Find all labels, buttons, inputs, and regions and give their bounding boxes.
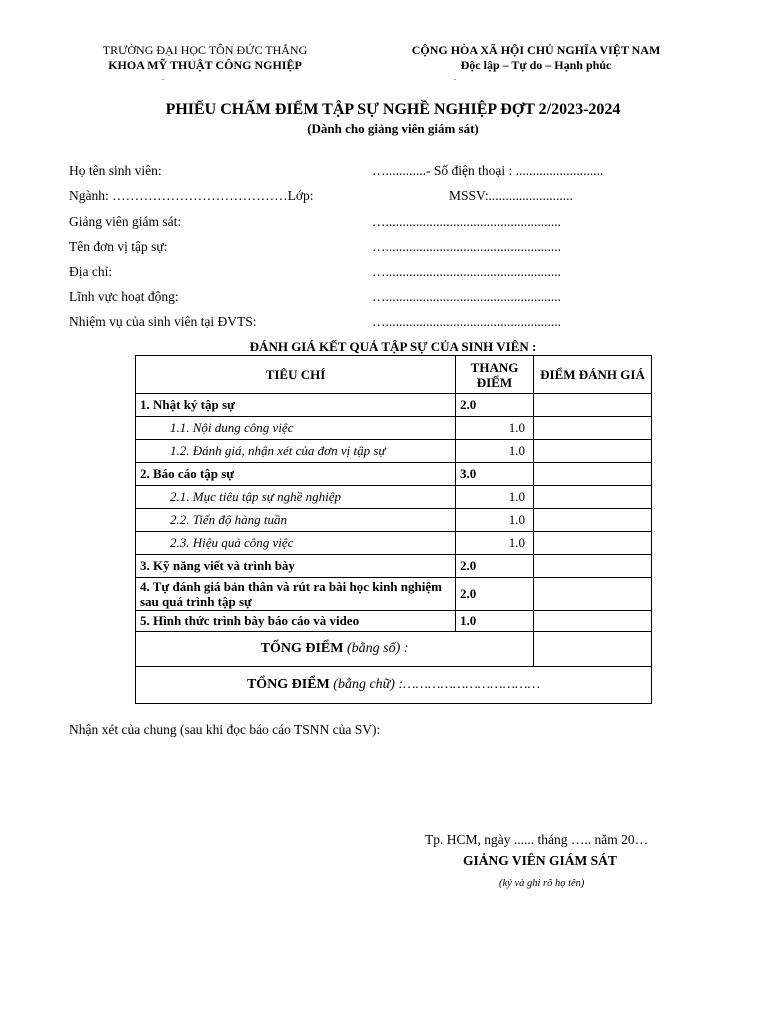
scale-cell: 1.0 [456,509,534,532]
criteria-header: TIÊU CHÍ [136,356,456,394]
scale-cell: 3.0 [456,463,534,486]
table-caption: ĐÁNH GIÁ KẾT QUẢ TẬP SỰ CỦA SINH VIÊN : [249,339,537,354]
score-cell[interactable] [534,611,652,632]
signer-title: GIẢNG VIÊN GIÁM SÁT [463,853,617,868]
unit-label: Tên đơn vị tập sự: [69,239,168,254]
score-cell[interactable] [534,486,652,509]
criteria-cell: 1. Nhật ký tập sự [136,394,456,417]
criteria-cell: 3. Kỹ năng viết và trình bày [136,555,456,578]
total-words-cell[interactable] [136,667,652,704]
scale-cell: 2.0 [456,394,534,417]
table-row [136,532,652,555]
scale-cell: 2.0 [456,578,534,611]
task-field[interactable]: ….................................................... [372,314,561,329]
criteria-cell: 4. Tự đánh giá bản thân và rút ra bài học kinh nghiệm sau quá trình tập sự [136,578,456,611]
evaluation-table [135,355,652,704]
scale-cell: 1.0 [456,611,534,632]
activity-field-label: Lĩnh vực hoạt động: [69,289,179,304]
student-name-phone-field[interactable]: …............- Số điện thoại : .......................... [372,163,604,178]
university-name: TRƯỜNG ĐẠI HỌC TÔN ĐỨC THẮNG [102,43,308,57]
supervisor-label: Giảng viên giám sát: [69,214,182,229]
faculty-name: KHOA MỸ THUẬT CÔNG NGHIỆP [108,58,302,72]
form-subtitle: (Dành cho giảng viên giám sát) [307,121,479,136]
score-cell[interactable] [534,417,652,440]
criteria-cell: 1.2. Đánh giá, nhận xét của đơn vị tập sự [136,440,456,463]
total-words-label: TỔNG ĐIỂM [246,677,330,692]
address-label: Địa chỉ: [69,264,113,279]
criteria-cell: 5. Hình thức trình bày báo cáo và video [136,611,456,632]
major-class-field[interactable]: Ngành: …………………………………Lớp: [69,188,314,203]
score-cell[interactable] [534,394,652,417]
score-header: ĐIỂM ĐÁNH GIÁ [534,356,652,394]
student-name-label: Họ tên sinh viên: [69,163,162,178]
task-label: Nhiệm vụ của sinh viên tại ĐVTS: [69,314,257,329]
date-line: Tp. HCM, ngày ...... tháng ….. năm 20… [425,832,649,847]
table-row [136,578,652,611]
table-row [136,509,652,532]
table-row [136,394,652,417]
total-words-note: (bằng chữ) :…………………………… [333,677,541,692]
address-field[interactable]: ….................................................... [372,264,561,279]
total-number-label-cell [136,632,534,667]
total-number-label: TỔNG ĐIỂM [260,641,344,656]
activity-field[interactable]: ….................................................... [372,289,561,304]
total-number-row [136,632,652,667]
criteria-cell: 1.1. Nội dung công việc [136,417,456,440]
scale-cell: 1.0 [456,417,534,440]
total-words-row [136,667,652,704]
criteria-cell: 2.1. Mục tiêu tập sự nghề nghiệp [136,486,456,509]
criteria-cell: 2.2. Tiến độ hàng tuần [136,509,456,532]
table-row [136,463,652,486]
table-row [136,417,652,440]
score-cell[interactable] [534,555,652,578]
table-row [136,611,652,632]
general-comment-label: Nhận xét của chung (sau khi đọc báo cáo TSNN của SV): [69,722,381,737]
country-name: CỘNG HÒA XÃ HỘI CHỦ NGHĨA VIỆT NAM [411,43,661,57]
score-cell[interactable] [534,578,652,611]
criteria-cell: 2. Báo cáo tập sự [136,463,456,486]
scale-header: THANG ĐIỂM [456,356,534,394]
unit-field[interactable]: ….................................................... [372,239,561,254]
total-number-score-cell[interactable] [534,632,652,667]
scale-cell: 2.0 [456,555,534,578]
supervisor-field[interactable]: ….................................................... [372,214,561,229]
mssv-field[interactable]: MSSV:......................... [449,188,573,203]
table-row [136,440,652,463]
score-cell[interactable] [534,463,652,486]
table-header-row [136,356,652,394]
form-title: PHIẾU CHẤM ĐIỂM TẬP SỰ NGHỀ NGHIỆP ĐỢT 2/2023-2024 [165,101,621,118]
scale-cell: 1.0 [456,532,534,555]
criteria-cell: 2.3. Hiệu quả công việc [136,532,456,555]
scale-cell: 1.0 [456,486,534,509]
signature-note: (ký và ghi rõ họ tên) [499,878,585,889]
total-number-note: (bằng số) : [346,641,409,656]
scale-cell: 1.0 [456,440,534,463]
score-cell[interactable] [534,440,652,463]
table-row [136,486,652,509]
table-row [136,555,652,578]
decorative-dot: . [454,73,456,82]
national-motto: Độc lập – Tự do – Hạnh phúc [460,58,612,72]
score-cell[interactable] [534,509,652,532]
decorative-dot: . [162,73,164,82]
score-cell[interactable] [534,532,652,555]
